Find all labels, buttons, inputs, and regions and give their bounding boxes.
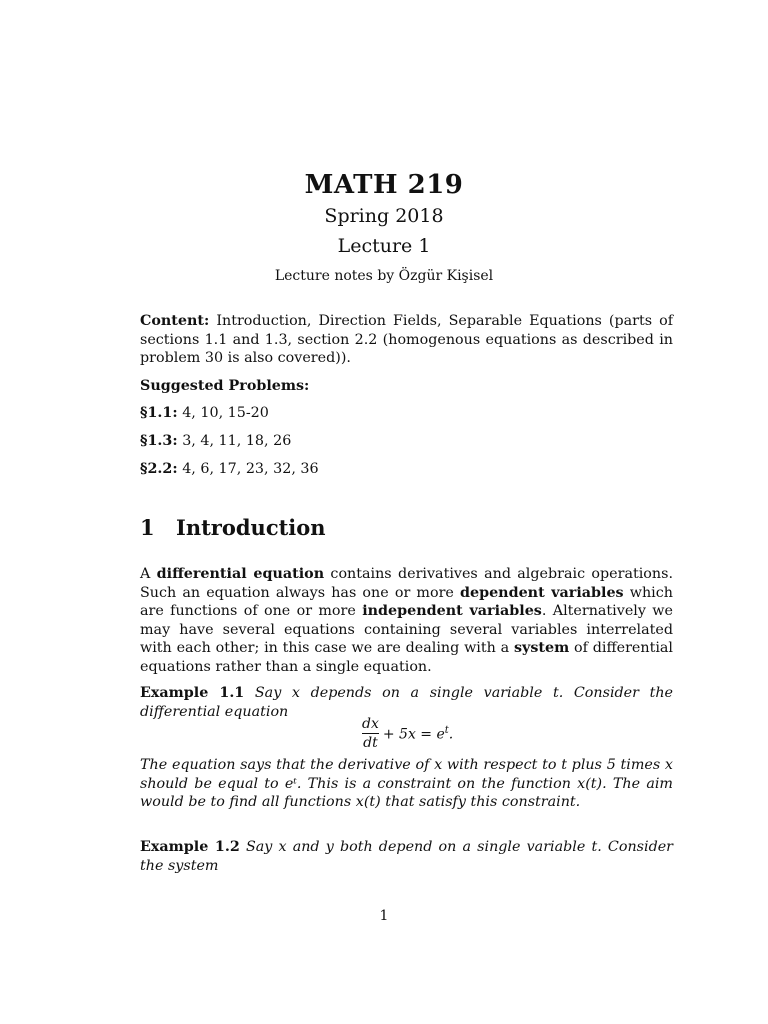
problem-section: §2.2: <box>140 461 178 477</box>
content-paragraph <box>140 312 673 368</box>
problem-line <box>140 404 673 423</box>
term-independent-variables: independent variables <box>362 603 542 619</box>
equation-exponent: t <box>444 724 449 736</box>
example-text: Say x and y both depend on a single variable t. Consider the system <box>140 839 674 874</box>
problem-list: 4, 6, 17, 23, 32, 36 <box>182 461 319 477</box>
intro-text: A <box>140 566 157 582</box>
page-number: 1 <box>379 908 389 924</box>
equation-rhs-text: + 5x = e <box>382 726 445 743</box>
problem-section: §1.1: <box>140 405 178 421</box>
content-label: Content: <box>140 313 210 329</box>
example-text: Say x depends on a single variable t. Consider the differential equation <box>140 685 673 720</box>
intro-text: of differential equations rather than a single equation. <box>140 640 674 675</box>
problem-section: §1.3: <box>140 433 178 449</box>
suggested-heading: Suggested Problems: <box>140 378 310 394</box>
example-1-2 <box>140 838 673 875</box>
content-text: Introduction, Direction Fields, Separable Equations (parts of sections 1.1 and 1.3, section 2.2 (homogenous equations as described in problem 30 is also covered)). <box>140 313 674 366</box>
author-line: Lecture notes by Özgür Kişisel <box>274 268 494 284</box>
problem-line <box>140 432 673 451</box>
term-differential-equation: differential equation <box>156 566 325 582</box>
problem-line <box>140 460 673 479</box>
example-label: Example 1.1 <box>140 685 245 701</box>
lecture-subtitle: Lecture 1 <box>337 235 431 257</box>
example-explanation: The equation says that the derivative of x with respect to t plus 5 times x should be equal to eᵗ. This is a constraint on the function x(t). The aim would be to find all functions x(t) that satisfy this constraint. <box>140 757 673 810</box>
term-system: system <box>513 640 570 656</box>
section-number: 1 <box>140 515 155 540</box>
intro-text: which are functions of one or more <box>140 584 673 619</box>
section-heading <box>140 515 326 540</box>
fraction-dx-dt <box>362 716 379 751</box>
term-subtitle: Spring 2018 <box>324 205 444 227</box>
problem-list: 3, 4, 11, 18, 26 <box>182 433 292 449</box>
equation-rhs <box>383 725 453 743</box>
page-title: MATH 219 <box>304 170 464 200</box>
fraction-bar <box>362 733 379 734</box>
example-label: Example 1.2 <box>140 839 240 855</box>
term-dependent-variables: dependent variables <box>460 584 624 601</box>
fraction-numerator: dx <box>362 716 379 732</box>
intro-text: . Alternatively we may have several equations containing several variables interrelated with each other; in this case we are dealing with a <box>140 603 673 656</box>
equation-1 <box>362 716 453 751</box>
intro-text: contains derivatives and algebraic operations. Such an equation always has one or more <box>140 566 673 601</box>
equation-period: . <box>448 726 454 743</box>
fraction-denominator: dt <box>363 735 378 751</box>
problem-list: 4, 10, 15-20 <box>182 405 269 421</box>
intro-paragraph <box>140 565 673 676</box>
section-title: Introduction <box>176 515 326 540</box>
